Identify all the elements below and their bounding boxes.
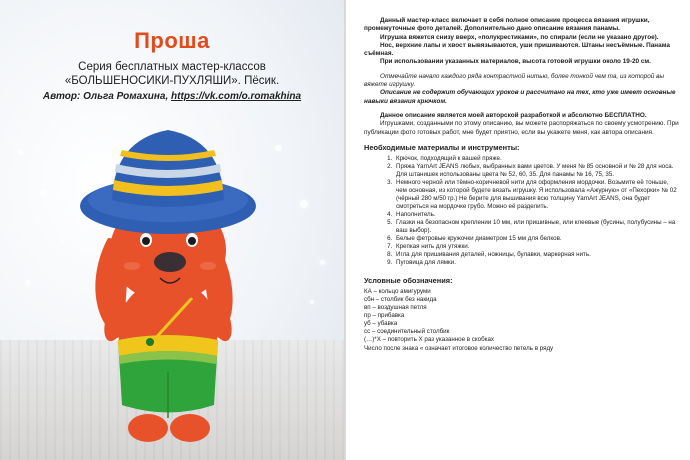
- materials-item: 2. Пряжа YarnArt JEANS любых, выбранных вами цветов. У меня № 85 основной и № 28 для носа. Для штанишек использованы цвета № 52, 60, 35. Для панамы № 16, 75, 35.: [394, 163, 680, 179]
- materials-item: 9. Пуговица для лямки.: [394, 259, 680, 267]
- abbreviation-item: пр – прибавка: [364, 312, 405, 320]
- author-prefix: Автор: Ольга Ромахина,: [42, 91, 172, 102]
- right-foot: [170, 414, 210, 442]
- license-paragraph-1: Данное описание является моей авторской разработкой и абсолютно БЕСПЛАТНО.: [380, 111, 647, 119]
- abbreviation-item: КА – кольцо амигуруми: [364, 287, 431, 295]
- cover-title: Проша: [134, 28, 210, 53]
- dog-nose: [154, 252, 186, 272]
- cover-page: [0, 0, 344, 460]
- cover-subtitle: Серия бесплатных мастер-классов: [78, 61, 266, 73]
- abbreviation-item: вп – воздушная петля: [364, 304, 427, 312]
- abbreviation-item: сбн – столбик без накида: [364, 295, 437, 303]
- left-cheek: [124, 262, 140, 270]
- text-page: [346, 0, 690, 460]
- right-cheek: [200, 262, 216, 270]
- intro-paragraph-4: При использовании указанных материалов, высота готовой игрушки около 19-20 см.: [380, 58, 651, 66]
- abbreviation-item: (…)*Х – повторить Х раз указанное в скобках: [364, 336, 495, 344]
- cover-author: [0, 91, 344, 102]
- abbreviations-heading: Условные обозначения:: [364, 275, 453, 285]
- abbreviation-item: уб – убавка: [364, 320, 398, 328]
- materials-item: 3. Немного черной или тёмно-коричневой нити для оформления мордочки. Возьмите её тоньше, чем основная, из которой будете вязать игрушку. Я использовала «Ажурную» от «Пехорки» № 02 (чёрный 280 м/50 гр.) Не берите для вышивания всю толщину YarnArt JEANS, она будет смотреться на мордочке грубо. Можно её разделить.: [394, 179, 680, 211]
- materials-item: 6. Белые фетровые кружочки диаметром 15 мм для белков.: [394, 235, 680, 243]
- intro-paragraph-3: Нос, верхние лапы и хвост вывязываются, уши пришиваются. Штаны несъёмные. Панама съёмная.: [364, 41, 670, 58]
- abbreviation-item: сс – соединительный столбик: [364, 328, 450, 336]
- materials-item: 1. Крючок, подходящий к вашей пряже.: [394, 155, 680, 163]
- right-eye: [188, 237, 196, 245]
- materials-heading: Необходимые материалы и инструменты:: [364, 142, 520, 152]
- cover-series: «БОЛЬШЕНОСИКИ-ПУХЛЯШИ». Пёсик.: [64, 75, 280, 87]
- materials-item: 5. Глазки на безопасном креплении 10 мм, или пришивные, или клеевые (бусины, полубусины – на ваш выбор).: [394, 219, 680, 235]
- abbreviation-item: Число после знака « означает итоговое количество петель в ряду: [364, 344, 554, 352]
- left-foot: [128, 414, 168, 442]
- strap-button: [146, 338, 154, 346]
- note-paragraph-2: Описание не содержит обучающих уроков и рассчитано на тех, кто уже имеет основные навыки вязания крючком.: [364, 89, 676, 105]
- cover-title-block: [0, 28, 344, 102]
- intro-paragraph-1: Данный мастер-класс включает в себя полное описание процесса вязания игрушки, промежуточные фото деталей. Дополнительно дано описание вязания панамы.: [364, 17, 650, 33]
- license-paragraph-2: Игрушками, созданными по этому описанию, вы можете распоряжаться по своему усмотрению. При публикации фото готовых работ, мне будет приятно, если вы укажете меня, как автора описания.: [364, 120, 679, 136]
- note-paragraph-1: Отмечайте начало каждого ряда контрастной нитью, более тонкой чем та, из которой вы вяжете игрушку.: [364, 72, 665, 89]
- author-link[interactable]: https://vk.com/o.romakhina: [171, 91, 302, 102]
- left-eye: [142, 237, 150, 245]
- intro-paragraph-2: Игрушка вяжется снизу вверх, «полукрестиками», по спирали (если не указано другое).: [380, 33, 659, 41]
- materials-item: 8. Игла для пришивания деталей, ножницы, булавки, маркерная нить.: [394, 251, 680, 259]
- materials-item: 7. Крепкая нить для утяжки.: [394, 243, 680, 251]
- materials-item: 4. Наполнитель.: [394, 211, 680, 219]
- materials-list: [364, 155, 680, 267]
